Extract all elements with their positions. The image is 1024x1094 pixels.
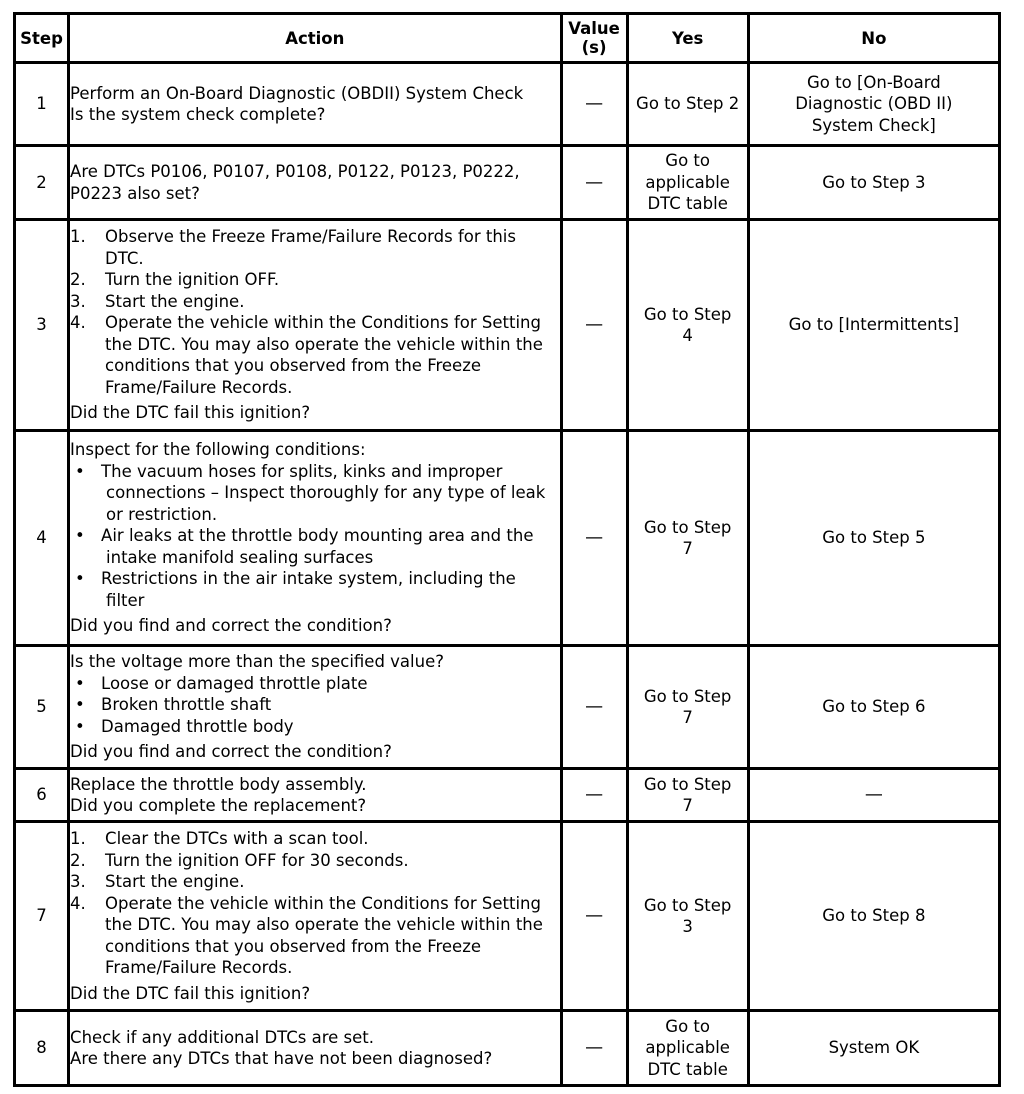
step-number: 4 [15, 431, 69, 646]
numbered-item [70, 226, 560, 269]
value-cell: — [561, 769, 627, 822]
value-cell: — [561, 63, 627, 146]
item-text: Operate the vehicle within the Conditions for Setting the DTC. You may also operate the vehicle within the conditions that you observed from the Freeze Frame/Failure Records. [105, 893, 543, 977]
diagnostic-table [13, 12, 1001, 1087]
yes-cell [627, 63, 748, 146]
action-question: Are there any DTCs that have not been diagnosed? [70, 1049, 493, 1068]
table-row [15, 63, 1000, 146]
table-row [15, 146, 1000, 220]
no-cell: Go to [Intermittents] [748, 220, 999, 431]
item-text: Clear the DTCs with a scan tool. [105, 829, 369, 848]
action-question: Did you find and correct the condition? [70, 742, 392, 762]
action-text: Check if any additional DTCs are set. [70, 1027, 375, 1047]
item-text: Turn the ignition OFF for 30 seconds. [105, 850, 409, 870]
action-cell [69, 769, 562, 822]
action-cell [69, 146, 562, 220]
action-text: Replace the throttle body assembly. [70, 774, 367, 794]
table-row [15, 822, 1000, 1011]
bullet-icon: • [75, 461, 85, 481]
item-text: Start the engine. [105, 872, 245, 891]
item-text: Observe the Freeze Frame/Failure Records for this DTC. [105, 227, 516, 268]
header-value-label: Value (s) [568, 19, 620, 57]
bullet-text: Restrictions in the air intake system, including the filter [101, 569, 516, 610]
bullet-text: Loose or damaged throttle plate [101, 673, 368, 693]
item-text: Turn the ignition OFF. [105, 270, 280, 290]
numbered-item [70, 312, 560, 398]
bullet-item [70, 673, 560, 695]
numbered-item [70, 893, 560, 979]
yes-cell [627, 646, 748, 769]
bullet-text: Damaged throttle body [101, 716, 294, 736]
table-row [15, 431, 1000, 646]
numbered-item [70, 871, 560, 893]
bullet-icon: • [75, 673, 85, 693]
action-cell [69, 646, 562, 769]
action-cell [69, 1011, 562, 1086]
action-cell [69, 822, 562, 1011]
action-intro: Inspect for the following conditions: [70, 440, 366, 460]
item-number: 3. [70, 872, 86, 891]
yes-text: Go to Step 7 [643, 517, 732, 558]
numbered-item [70, 850, 560, 872]
value-cell: — [561, 1011, 627, 1086]
yes-cell [627, 769, 748, 822]
step-number: 1 [15, 63, 69, 146]
yes-cell [627, 431, 748, 646]
action-question: Did the DTC fail this ignition? [70, 403, 311, 423]
header-no: No [748, 14, 999, 63]
numbered-item [70, 828, 560, 850]
header-yes: Yes [627, 14, 748, 63]
table-row [15, 769, 1000, 822]
item-number: 4. [70, 893, 86, 913]
bullet-item [70, 525, 560, 568]
action-cell [69, 431, 562, 646]
step-number: 6 [15, 769, 69, 822]
yes-cell [627, 146, 748, 220]
step-number: 7 [15, 822, 69, 1011]
yes-text: Go to applicable DTC table [645, 1016, 730, 1079]
bullet-item [70, 568, 560, 611]
value-cell: — [561, 146, 627, 220]
yes-text: Go to Step 2 [636, 94, 740, 114]
bullet-item [70, 716, 560, 738]
step-number: 2 [15, 146, 69, 220]
item-text: Start the engine. [105, 291, 245, 311]
bullet-icon: • [75, 695, 85, 715]
numbered-item [70, 269, 560, 291]
table-row [15, 1011, 1000, 1086]
item-number: 3. [70, 291, 86, 311]
no-cell: Go to Step 8 [748, 822, 999, 1011]
yes-text: Go to Step 4 [643, 304, 732, 345]
no-cell: Go to Step 6 [748, 646, 999, 769]
bullet-icon: • [75, 716, 85, 736]
step-number: 5 [15, 646, 69, 769]
yes-cell [627, 822, 748, 1011]
yes-text: Go to Step 7 [643, 774, 732, 815]
no-cell [748, 63, 999, 146]
step-number: 3 [15, 220, 69, 431]
action-question: Did you complete the replacement? [70, 796, 367, 815]
action-question: Did you find and correct the condition? [70, 616, 392, 636]
action-intro: Is the voltage more than the specified value? [70, 652, 444, 672]
value-cell: — [561, 646, 627, 769]
action-question: Did the DTC fail this ignition? [70, 983, 311, 1003]
action-question: Are DTCs P0106, P0107, P0108, P0122, P0123, P0222, P0223 also set? [70, 162, 520, 203]
value-cell: — [561, 822, 627, 1011]
action-cell [69, 220, 562, 431]
item-number: 1. [70, 227, 86, 247]
value-cell: — [561, 220, 627, 431]
bullet-text: Air leaks at the throttle body mounting area and the intake manifold sealing surfaces [101, 526, 534, 567]
no-cell: System OK [748, 1011, 999, 1086]
item-number: 2. [70, 270, 86, 290]
bullet-icon: • [75, 569, 85, 589]
yes-text: Go to Step 7 [643, 686, 732, 727]
value-cell: — [561, 431, 627, 646]
numbered-item [70, 291, 560, 313]
bullet-item [70, 461, 560, 526]
table-row [15, 646, 1000, 769]
no-text: Go to [On-Board Diagnostic (OBD II) System Check] [795, 72, 953, 135]
no-cell: Go to Step 5 [748, 431, 999, 646]
item-number: 2. [70, 850, 86, 870]
item-number: 1. [70, 829, 86, 848]
yes-text: Go to Step 3 [643, 895, 732, 936]
header-value [561, 14, 627, 63]
action-text: Perform an On-Board Diagnostic (OBDII) System Check [70, 83, 524, 103]
yes-cell [627, 220, 748, 431]
no-cell: Go to Step 3 [748, 146, 999, 220]
table-row [15, 220, 1000, 431]
action-cell [69, 63, 562, 146]
item-number: 4. [70, 313, 86, 333]
yes-text: Go to applicable DTC table [645, 151, 730, 214]
yes-cell [627, 1011, 748, 1086]
header-row [15, 14, 1000, 63]
action-question: Is the system check complete? [70, 105, 326, 124]
bullet-text: Broken throttle shaft [101, 695, 272, 715]
step-number: 8 [15, 1011, 69, 1086]
header-step: Step [15, 14, 69, 63]
bullet-item [70, 694, 560, 716]
no-cell: — [748, 769, 999, 822]
bullet-text: The vacuum hoses for splits, kinks and improper connections – Inspect thoroughly for any type of leak or restriction. [101, 461, 546, 524]
header-action: Action [69, 14, 562, 63]
bullet-icon: • [75, 526, 85, 546]
item-text: Operate the vehicle within the Conditions for Setting the DTC. You may also operate the vehicle within the conditions that you observed from the Freeze Frame/Failure Records. [105, 313, 543, 397]
